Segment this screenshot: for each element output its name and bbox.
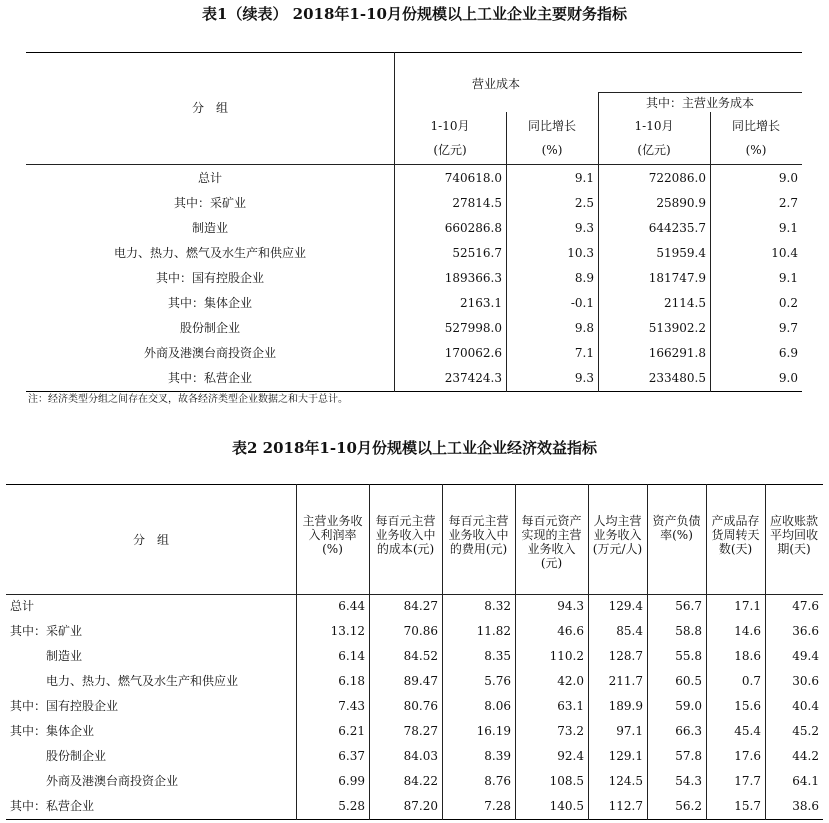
table2-value: 6.99 [338,774,365,788]
table1-col-unit-pct: (%) [541,143,563,157]
table1-main-cost: 233480.5 [648,371,706,385]
table1-main-growth: 2.7 [778,196,798,210]
table2-row-label: 股份制企业 [46,749,107,763]
table2-value: 15.6 [734,699,761,713]
table2-value: 15.7 [734,799,761,813]
table2-value: 97.1 [616,724,643,738]
table2-value: 84.03 [403,749,438,763]
table1-cost: 52516.7 [452,246,502,260]
table1-title: 表1（续表） 2018年1-10月份规模以上工业企业主要财务指标 [202,5,627,23]
table2-value: 78.27 [403,724,438,738]
table1-cost: 740618.0 [444,171,502,185]
table2-col-header: 每百元资产实现的主营业务收入(元) [521,514,582,570]
table1-col-period-2: 1-10月 [634,119,674,133]
table2-value: 94.3 [557,599,584,613]
table2-value: 60.5 [675,674,702,688]
table2-value: 11.82 [476,624,511,638]
table1-row-label: 电力、热力、燃气及水生产和供应业 [113,246,306,260]
table1-row-label: 制造业 [191,221,228,235]
table1-row-label: 其中：私营企业 [167,371,252,385]
table2-value: 57.8 [675,749,702,763]
table2-value: 129.4 [608,599,643,613]
table1-cost-growth: 9.3 [574,221,594,235]
table2-value: 66.3 [675,724,702,738]
table2-value: 6.14 [338,649,365,663]
table1-main-growth: 10.4 [771,246,798,260]
table2-value: 17.6 [734,749,761,763]
table1-cost: 189366.3 [444,271,502,285]
table1-main-cost: 513902.2 [648,321,706,335]
table2-value: 45.4 [734,724,761,738]
table2-value: 30.6 [792,674,819,688]
table2-value: 46.6 [557,624,584,638]
table2-value: 80.76 [403,699,438,713]
table2-value: 92.4 [557,749,584,763]
table2-value: 55.8 [675,649,702,663]
table2-row-label: 私营企业 [46,799,95,813]
table2-value: 129.1 [608,749,643,763]
table1-col-period: 1-10月 [430,119,470,133]
table2-value: 84.22 [403,774,438,788]
table2-value: 64.1 [792,774,819,788]
table1-cost-growth: -0.1 [570,296,594,310]
table2-row-prefix: 其中： [10,724,47,738]
table2-value: 6.18 [338,674,365,688]
table2-value: 8.06 [484,699,511,713]
table1-cost: 2163.1 [460,296,502,310]
table1-main-growth: 9.1 [778,271,798,285]
table2-value: 110.2 [549,649,584,663]
table2-value: 6.37 [338,749,365,763]
table1-main-cost: 51959.4 [656,246,706,260]
table1-cost-growth: 9.3 [574,371,594,385]
table2-value: 108.5 [549,774,584,788]
table2-value: 87.20 [403,799,438,813]
table1-main-growth: 0.2 [778,296,798,310]
table1-main-growth: 9.1 [778,221,798,235]
table2-value: 7.28 [484,799,511,813]
table1-col-unit-2: (亿元) [637,143,671,157]
table1-cost-growth: 7.1 [574,346,594,360]
table1-top-border [26,52,802,53]
table2-row-prefix: 其中： [10,799,47,813]
table1-cost: 660286.8 [444,221,502,235]
table2 [6,484,823,820]
table2-value: 7.43 [338,699,365,713]
table2-value: 73.2 [557,724,584,738]
table1-col-growth-2: 同比增长 [731,119,780,133]
table2-value: 63.1 [557,699,584,713]
table1-note: 注：经济类型分组之间存在交叉，故各经济类型企业数据之和大于总计。 [28,394,348,405]
table1-bottom-border [26,391,802,392]
table2-value: 16.19 [476,724,511,738]
table2-col-header: 每百元主营业务收入中的费用(元) [448,514,509,556]
table2-col-header: 产成品存货周转天数(天) [711,514,760,556]
table2-value: 38.6 [792,799,819,813]
table2-value: 47.6 [792,599,819,613]
table2-value: 13.12 [330,624,365,638]
table2-col-header: 每百元主营业务收入中的成本(元) [375,514,436,556]
table2-col-header: 人均主营业务收入(万元/人) [592,514,643,556]
table2-value: 5.28 [338,799,365,813]
table2-value: 6.44 [338,599,365,613]
table2-row-prefix: 其中： [10,624,47,638]
table2-group-header: 分 组 [132,533,169,547]
table2-value: 18.6 [734,649,761,663]
table2-value: 8.39 [484,749,511,763]
table2-value: 54.3 [675,774,702,788]
table1-col-unit: (亿元) [433,143,467,157]
table1-col-growth: 同比增长 [527,119,576,133]
table1-main-cost: 181747.9 [648,271,706,285]
table2-value: 84.52 [403,649,438,663]
table1-main-cost: 722086.0 [648,171,706,185]
table1-cost-growth: 9.1 [574,171,594,185]
table2-row-label: 国有控股企业 [46,699,119,713]
table2-value: 70.86 [403,624,438,638]
table2-bottom-border [6,819,823,820]
table2-header-bottom [6,594,823,595]
table1-row-label: 股份制企业 [179,321,240,335]
table2-value: 56.7 [675,599,702,613]
table2-value: 89.47 [403,674,438,688]
table1-header-bottom [26,164,802,165]
table2-value: 85.4 [616,624,643,638]
table1-cost: 27814.5 [452,196,502,210]
table1-cost-growth: 2.5 [574,196,594,210]
table2-value: 17.7 [734,774,761,788]
table1-main-cost: 25890.9 [656,196,706,210]
table2-row-prefix: 总计 [10,599,35,613]
table2-value: 58.8 [675,624,702,638]
table1-cost-growth: 9.8 [574,321,594,335]
table2-row-label: 集体企业 [46,724,95,738]
table2-value: 44.2 [792,749,819,763]
table1-cost-growth: 8.9 [574,271,594,285]
table1 [26,52,802,392]
table1-group-header: 分 组 [191,101,228,115]
table1-row-label: 外商及港澳台商投资企业 [143,346,276,360]
table1-main-growth: 6.9 [778,346,798,360]
table1-col-unit-pct-2: (%) [745,143,767,157]
table2-value: 40.4 [792,699,819,713]
table2-value: 124.5 [608,774,643,788]
table2-value: 36.6 [792,624,819,638]
table2-row-label: 采矿业 [46,624,83,638]
table1-row-label: 其中：集体企业 [167,296,252,310]
table1-row-label: 其中：国有控股企业 [155,271,264,285]
table2-value: 0.7 [741,674,761,688]
table1-cost-growth: 10.3 [567,246,594,260]
table2-top-border [6,484,823,485]
table2-value: 128.7 [608,649,643,663]
table2-value: 14.6 [734,624,761,638]
table2-value: 6.21 [338,724,365,738]
table1-cost: 237424.3 [444,371,502,385]
table1-subheader-line [598,92,802,93]
table1-main-growth: 9.0 [778,371,798,385]
table2-value: 112.7 [608,799,643,813]
table2-value: 49.4 [792,649,819,663]
table1-cost-header: 营业成本 [471,77,520,91]
table2-col-header: 应收账款平均回收期(天) [769,514,818,556]
table1-main-growth: 9.0 [778,171,798,185]
table2-value: 59.0 [675,699,702,713]
table2-title: 表2 2018年1-10月份规模以上工业企业经济效益指标 [232,439,597,457]
table1-row-label: 总计 [197,171,222,185]
table2-value: 5.76 [484,674,511,688]
table1-row-label: 其中：采矿业 [173,196,246,210]
table2-value: 8.35 [484,649,511,663]
table2-value: 189.9 [608,699,643,713]
table1-main-cost: 644235.7 [648,221,706,235]
table2-value: 84.27 [403,599,438,613]
table2-value: 211.7 [608,674,643,688]
table2-value: 45.2 [792,724,819,738]
table2-row-label: 制造业 [46,649,83,663]
table2-row-label: 外商及港澳台商投资企业 [46,774,179,788]
table2-col-header: 主营业务收入利润率(%) [302,514,363,556]
table2-value: 56.2 [675,799,702,813]
table1-main-cost: 2114.5 [664,296,706,310]
table1-cost: 170062.6 [444,346,502,360]
table1-cost: 527998.0 [444,321,502,335]
table2-value: 140.5 [549,799,584,813]
table2-row-label: 电力、热力、燃气及水生产和供应业 [46,674,239,688]
table1-main-growth: 9.7 [778,321,798,335]
table2-col-header: 资产负债率(%) [652,514,701,542]
table2-value: 42.0 [557,674,584,688]
table2-value: 17.1 [734,599,761,613]
table2-value: 8.76 [484,774,511,788]
table2-row-prefix: 其中： [10,699,47,713]
table1-main-cost-header: 其中：主营业务成本 [645,96,754,110]
table1-main-cost: 166291.8 [648,346,706,360]
table2-value: 8.32 [484,599,511,613]
